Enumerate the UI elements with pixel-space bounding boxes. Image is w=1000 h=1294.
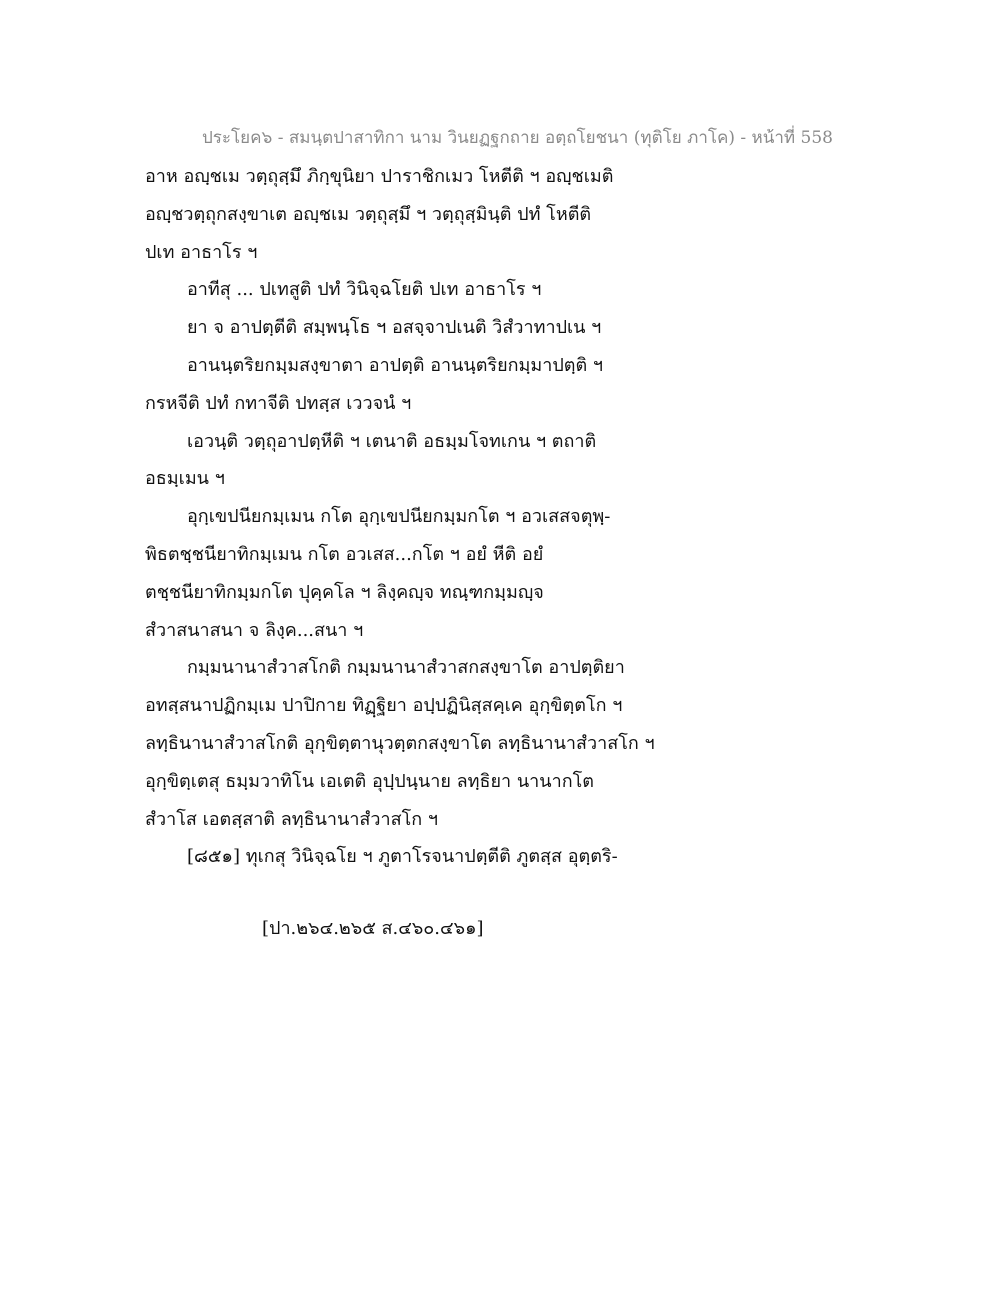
text-line: พิธตชฺชนียาทิกมฺเมน กโต อวเสส...กโต ฯ อยํ หีติ อยํ	[145, 543, 544, 565]
text-line: อญฺชวตฺถุกสงฺขาเต อญฺชเม วตฺถุสฺมึ ฯ วตฺถุสฺมินฺติ ปทํ โหตีติ	[145, 203, 592, 225]
text-line: อาห อญฺชเม วตฺถุสฺมึ ภิกฺขุนิยา ปาราชิกเมว โหตีติ ฯ อญฺชเมติ	[145, 166, 614, 187]
text-line: อุกฺเขปนียกมฺเมน กโต อุกฺเขปนียกมฺมกโต ฯ อวเสสจตุพฺ-	[187, 506, 611, 528]
text-line: เอวนฺติ วตฺถุอาปตฺหีติ ฯ เตนาติ อธมฺมโจทเกน ฯ ตถาติ	[187, 430, 597, 452]
text-line: อธมฺเมน ฯ	[145, 468, 225, 490]
page-header: ประโยค๖ - สมนฺตปาสาทิกา นาม วินยฏฐกถาย อตฺถโยชนา (ทุติโย ภาโค) - หน้าที่ 558	[202, 128, 833, 148]
text-line: สํวาสนาสนา จ ลิงฺค...สนา ฯ	[145, 619, 364, 641]
text-line: อานนฺตริยกมฺมสงฺขาตา อาปตฺติ อานนฺตริยกมฺมาปตฺติ ฯ	[187, 354, 604, 376]
text-line: อาทีสุ ... ปเทสูติ ปทํ วินิจฺฉโยติ ปเท อาธาโร ฯ	[187, 279, 542, 301]
text-line: อทสฺสนาปฏิกมฺเม ปาปิกาย ทิฏฺฐิยา อปฺปฏินิสฺสคฺเค อุกฺขิตฺตโก ฯ	[145, 695, 623, 717]
text-line: ปเท อาธาโร ฯ	[145, 241, 258, 263]
text-line: กรหจีติ ปทํ กทาจีติ ปทสฺส เววจนํ ฯ	[145, 392, 412, 414]
text-line: อุกฺขิตฺเตสุ ธมฺมวาทิโน เอเตติ อุปฺปนฺนาย ลทฺธิยา นานากโต	[145, 770, 594, 792]
body-text	[145, 158, 705, 876]
page-footer-reference: [ปา.๒๖๔.๒๖๕ ส.๔๖๐.๔๖๑]	[262, 918, 484, 939]
text-line: ตชฺชนียาทิกมฺมกโต ปุคฺคโล ฯ ลิงฺคญฺจ ทณฺฑกมฺมญฺจ	[145, 581, 544, 603]
text-line: [๘๕๑] ทุเกสุ วินิจฺฉโย ฯ ภูตาโรจนาปตฺตีติ ภูตสฺส อุตฺตริ-	[187, 846, 618, 868]
text-line: ยา จ อาปตฺตีติ สมฺพนฺโธ ฯ อสจฺจาปเนติ วิสํวาทาปเน ฯ	[187, 317, 602, 339]
text-line: ลทฺธินานาสํวาสโกติ อุกฺขิตฺตานุวตฺตกสงฺขาโต ลทฺธินานาสํวาสโก ฯ	[145, 732, 655, 754]
text-line: สํวาโส เอตสฺสาติ ลทฺธินานาสํวาสโก ฯ	[145, 808, 439, 830]
text-line: กมฺมนานาสํวาสโกติ กมฺมนานาสํวาสกสงฺขาโต อาปตฺติยา	[187, 657, 625, 679]
